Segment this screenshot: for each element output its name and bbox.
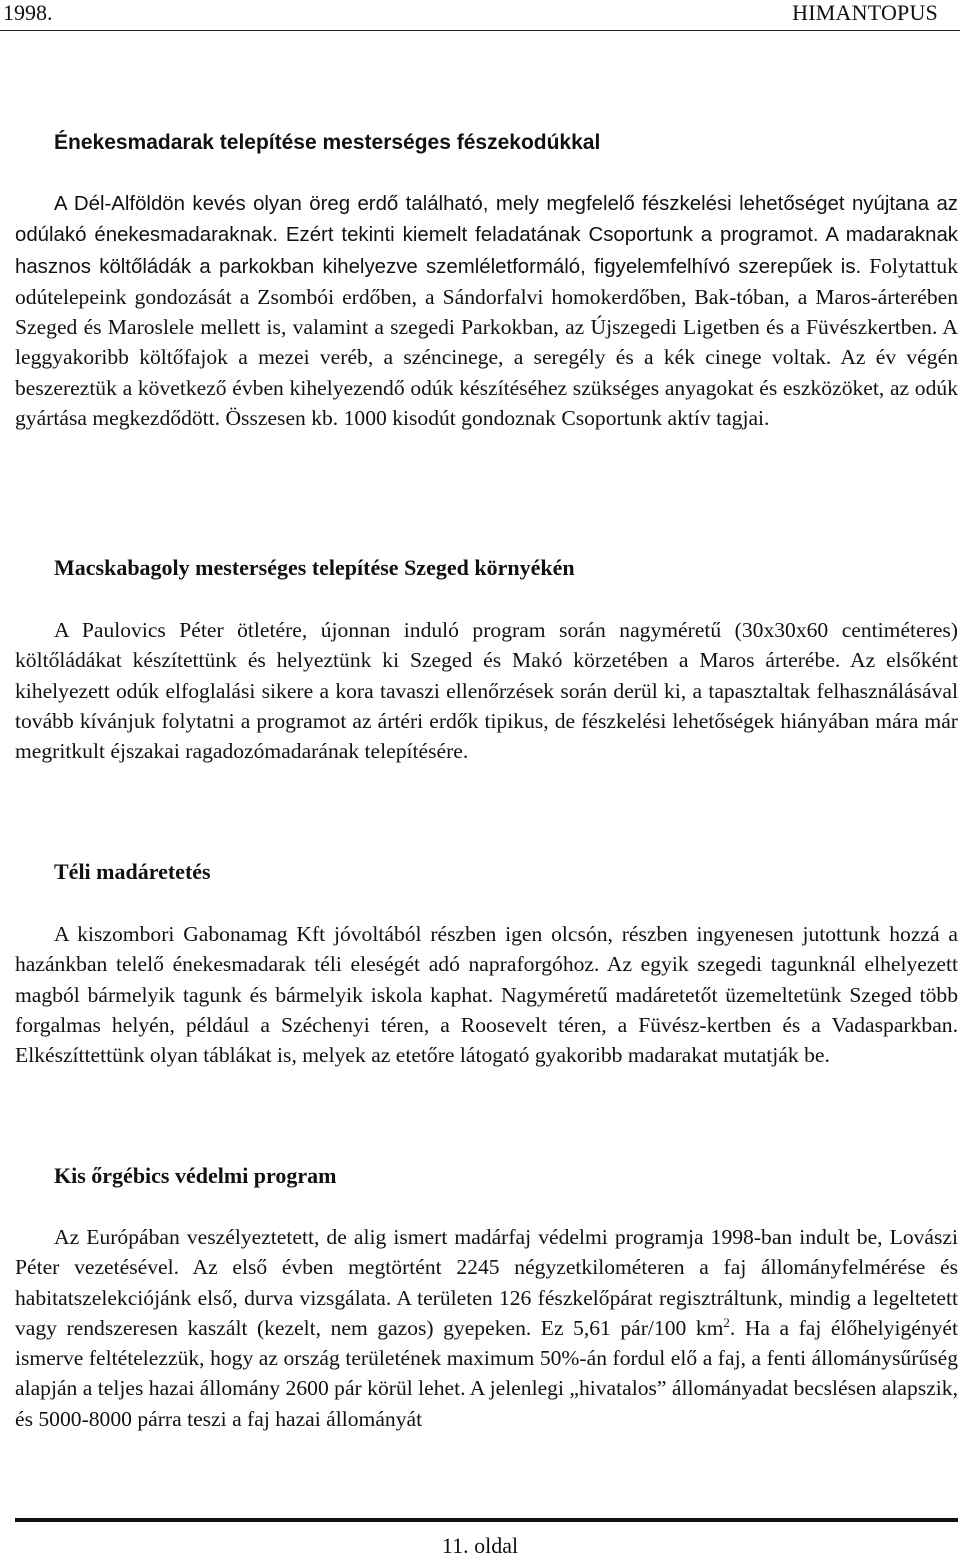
section-body-owl: A Paulovics Péter ötletére, újonnan induló program során nagyméretű (30x30x60 centiméteres) költőládákat készítettünk és helyeztünk ki Szeged és Makó körzetében a Maros árterébe. Az elsőként kihelyezett odúk elfoglalási sikere a kora tavaszi ellenőrzések során derül ki, a tapasztaltak felhasználásával tovább kívánjuk folytatni a programot az ártéri erdők tipikus, de fészkelési lehetőségek hiányában mára már megritkult éjszakai ragadozómadarának telepítésére. — [15, 618, 958, 764]
section-body-winter-feeding: A kiszombori Gabonamag Kft jóvoltából részben igen olcsón, részben ingyenesen jutottunk hozzá a hazánkban telelő énekesmadarak téli eleségét adó napraforgóhoz. Az egyik szegedi tagunknál elhelyezett magból bármelyik tagunk és bármelyik iskola kaphat. Nagyméretű madáretetőt üzemeltetünk Szeged több forgalmas helyén, például a Széchenyi téren, a Roosevelt téren, a Füvész-kertben és a Vadasparkban. Elkészíttettünk olyan táblákat is, melyek az etetőre látogató gyakoribb madarakat mutatják be. — [15, 922, 958, 1068]
section-body-songbirds — [15, 188, 958, 433]
superscript-2: 2 — [723, 1314, 730, 1330]
section-title-songbirds: Énekesmadarak telepítése mesterséges fészekodúkkal — [54, 131, 601, 154]
page-number: 11. oldal — [441, 1533, 519, 1558]
header-divider — [0, 30, 960, 31]
header-year: 1998. — [3, 0, 53, 25]
header-journal-title: HIMANTOPUS — [792, 0, 938, 25]
section-body-songbirds-serif: Folytattuk odútelepeink gondozását a Zsombói erdőben, a Sándorfalvi homokerdőben, Bak-tóban, a Maros-árterében Szeged és Maroslele mellett is, valamint a szegedi Parkokban, az Újszegedi Ligetben és a Füvészkertben. A leggyakoribb költőfajok a mezei veréb, a széncinege, a seregély és a kék cinege voltak. Az év végén beszereztük a következő évben kihelyezendő odúk készítéséhez szükséges anyagokat és eszközöket, az odúk gyártása megkezdődött. Összesen kb. 1000 kisodút gondoznak Csoportunk aktív tagjai. — [15, 253, 958, 431]
section-body-shrike-part1: Az Európában veszélyeztetett, de alig ismert madárfaj védelmi programja 1998-ban indult be, Lovászi Péter vezetésével. Az első évben megtörtént 2245 négyzetkilométeren a faj állományfelmérése és habitatszelekciójánk első, durva vizsgálata. A területen 126 fészkelőpárat regisztráltunk, mindig a legeltetett vagy rendszeresen kaszált (kezelt, nem gazos) gyepeken. Ez 5,61 pár/100 km — [15, 1225, 958, 1340]
section-body-shrike-part2: . Ha a faj élőhelyigényét ismerve feltételezzük, hogy az ország területének maximum 50%-án fordul elő a faj, a fenti állománysűrűség alapján a teljes hazai állomány 2600 pár körül lehet. A jelenlegi „hivatalos” állományadat becslésen alapszik, és 5000-8000 párra teszi a faj hazai állományát — [15, 1315, 958, 1431]
section-body-songbirds-sans: A Dél-Alföldön kevés olyan öreg erdő található, mely megfelelő fészkelési lehetőséget nyújtana az odúlakó énekesmadaraknak. Ezért tekinti kiemelt feladatának Csoportunk a programot. A madaraknak hasznos költőládák a parkokban kihelyezve szemléletformáló, figyelemfelhívó szerepűek is. — [15, 193, 958, 278]
running-header — [0, 0, 960, 26]
section-title-shrike: Kis őrgébics védelmi program — [54, 1163, 337, 1188]
section-title-owl: Macskabagoly mesterséges telepítése Szeged környékén — [54, 555, 575, 580]
section-body-shrike — [15, 1222, 958, 1434]
footer-divider — [15, 1518, 958, 1522]
section-title-winter-feeding: Téli madáretetés — [54, 859, 211, 884]
